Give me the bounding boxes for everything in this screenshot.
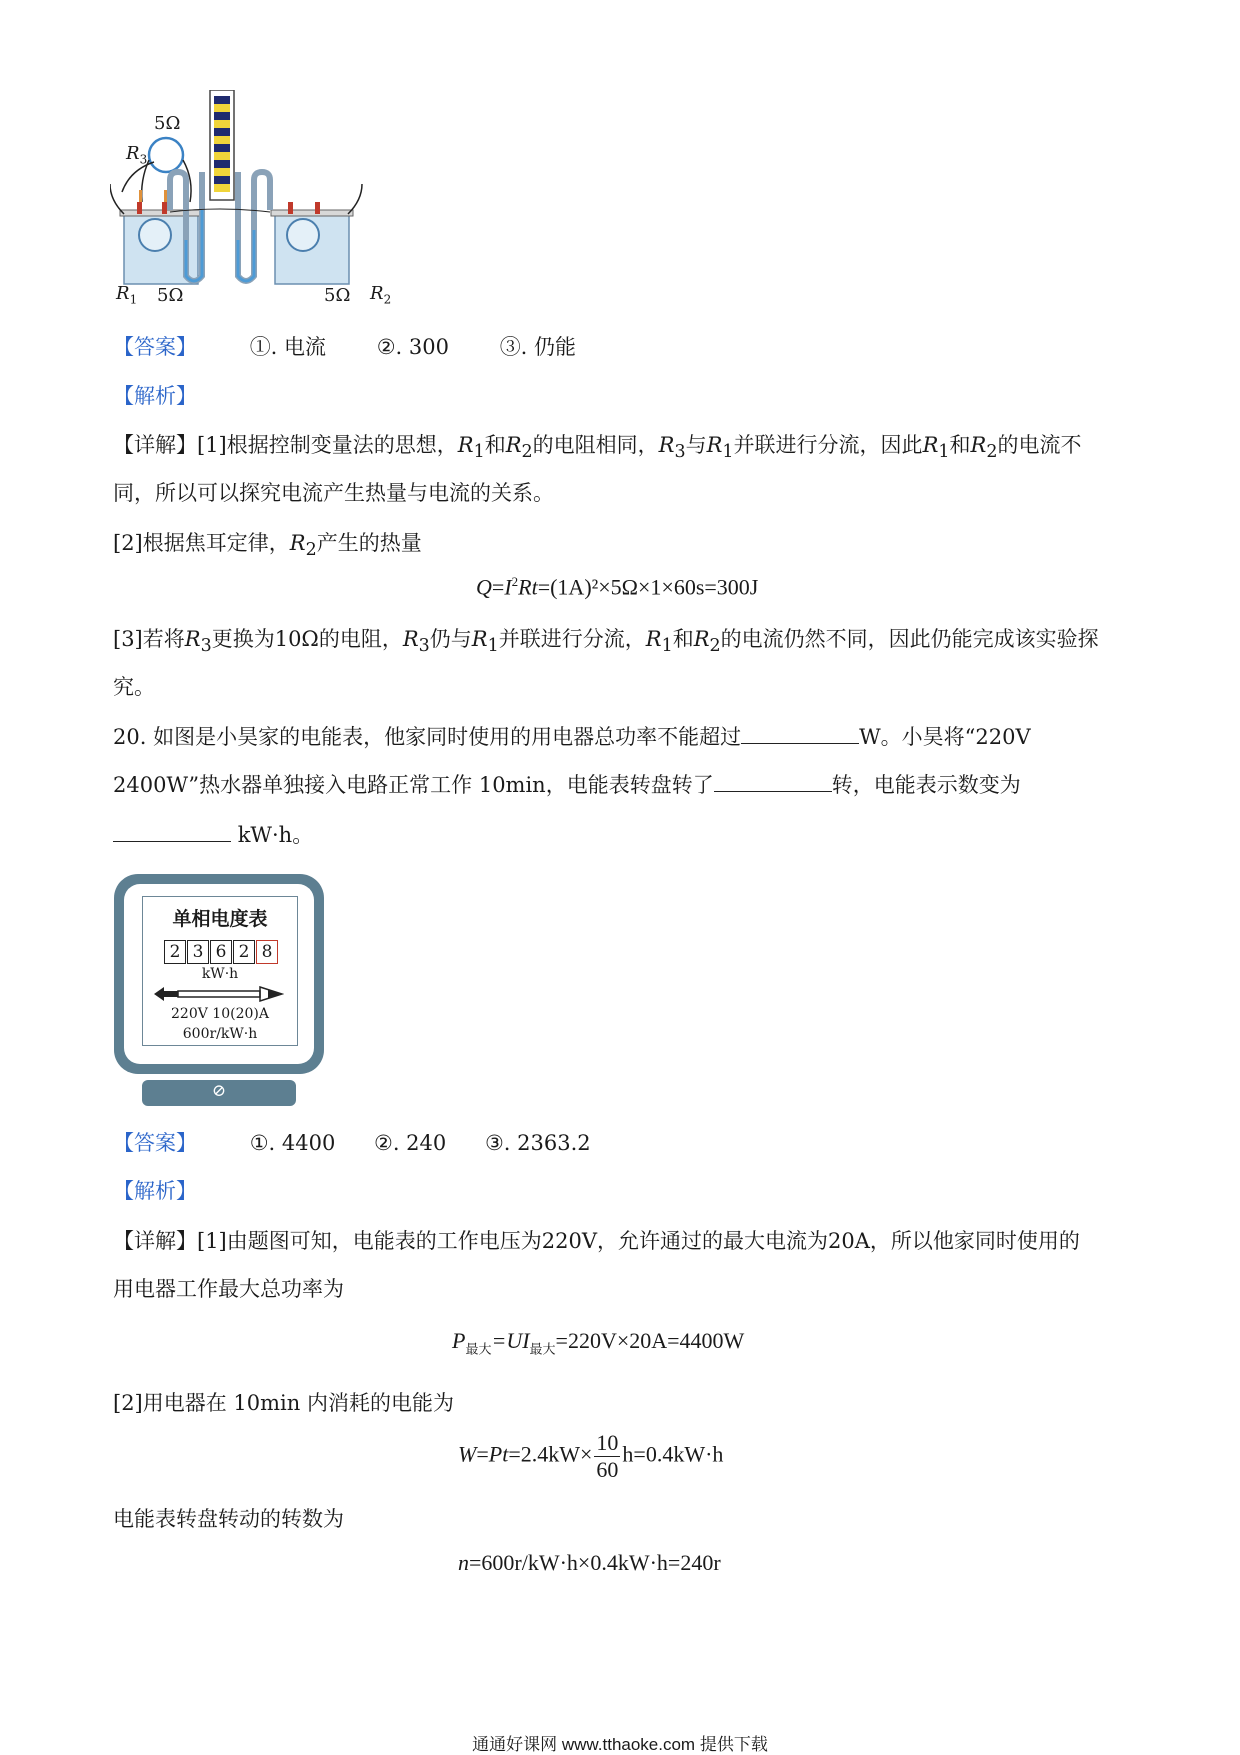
q20-detail-line-2: 用电器工作最大总功率为 — [113, 1277, 344, 1301]
rotation-arrow-icon — [154, 986, 284, 1002]
time-fraction: $\frac{10}{60}$ — [596, 1430, 619, 1482]
meter-rating: 220V 10(20)A — [171, 1006, 269, 1022]
page-footer: 通通好课网 www.tthaoke.com 提供下载 — [472, 1735, 768, 1754]
meter-constant: 600r/kW·h — [182, 1026, 258, 1042]
meter-title: 单相电度表 — [172, 908, 268, 930]
answer-blank[interactable] — [741, 723, 859, 744]
meter-digit: 2 — [233, 940, 255, 964]
q20-question-line-2: 2400W”热水器单独接入电路正常工作 10min，电能表转盘转了 转，电能表示数变为 — [113, 773, 1021, 797]
r2-value-label: 5Ω — [324, 285, 351, 306]
q19-detail-line-3: [2]根据焦耳定律，$R_2$产生的热量 — [113, 531, 422, 561]
r1-label: $R_1$ — [116, 283, 138, 307]
revolutions-formula: n=600r/kW·h×0.4kW·h=240r — [458, 1550, 721, 1575]
answer-blank[interactable] — [113, 821, 231, 842]
q20-question-line-1: 20. 如图是小昊家的电能表，他家同时使用的用电器总功率不能超过 W。小昊将“220V — [113, 725, 1031, 749]
q20-detail-line-4: 电能表转盘转动的转数为 — [113, 1507, 344, 1531]
electric-meter-figure — [114, 874, 324, 1106]
q19-detail-line-5: 究。 — [113, 675, 155, 699]
r3-label: $R_3$ — [126, 143, 148, 167]
answer-tag: 【答案】 — [113, 335, 197, 359]
q19-detail-line-4: [3]若将$R_3$更换为10Ω的电阻，$R_3$仍与$R_1$并联进行分流，$R_1$和$R_2$的电流仍然不同，因此仍能完成该实验探 — [113, 627, 1099, 657]
meter-counter — [164, 940, 278, 964]
answer-item: ①. 4400 — [249, 1131, 336, 1155]
meter-unit: kW·h — [201, 966, 239, 982]
q20-detail-line-1: 【详解】[1]由题图可知，电能表的工作电压为220V，允许通过的最大电流为20A，所以他家同时使用的 — [113, 1229, 1080, 1253]
answer-item: ②. 240 — [374, 1131, 447, 1155]
answer-item: ③. 2363.2 — [484, 1131, 591, 1155]
analysis-tag: 【解析】 — [113, 1179, 197, 1203]
answer-item: ①. 电流 — [249, 335, 327, 359]
q20-detail-line-3: [2]用电器在 10min 内消耗的电能为 — [113, 1391, 454, 1415]
q19-answer-line — [113, 332, 576, 362]
answer-item: ②. 300 — [376, 335, 449, 359]
answer-blank[interactable] — [714, 771, 832, 792]
r2-label: $R_2$ — [370, 283, 392, 307]
meter-digit-decimal: 8 — [256, 940, 278, 964]
r3-coil — [149, 138, 183, 172]
r3-value-label: 5Ω — [154, 113, 181, 134]
meter-slot-icon: ⊘ — [211, 1081, 227, 1101]
analysis-tag: 【解析】 — [113, 384, 197, 408]
joule-formula: $Q=I^2Rt=(1A)^2\times 5\Omega\times 1\times 60s=300J$ — [476, 574, 759, 600]
q19-detail-line-2: 同，所以可以探究电流产生热量与电流的关系。 — [113, 481, 554, 505]
max-power-formula: $P_{最大}=UI_{最大}=220V\times 20A=4400W$ — [452, 1328, 745, 1357]
answer-item: ③. 仍能 — [499, 335, 577, 359]
meter-digit: 6 — [210, 940, 232, 964]
r1-value-label: 5Ω — [157, 285, 184, 306]
answer-tag: 【答案】 — [113, 1131, 197, 1155]
meter-digit: 2 — [164, 940, 186, 964]
q20-answer-line — [113, 1128, 591, 1158]
q19-detail-line-1: 【详解】[1]根据控制变量法的思想，$R_1$和$R_2$的电阻相同，$R_3$与$R_1$并联进行分流，因此$R_1$和$R_2$的电流不 — [113, 433, 1082, 463]
q20-question-line-3: kW·h。 — [113, 820, 313, 850]
energy-formula: W=Pt=2.4kW× $\frac{10}{60}$ h=0.4kW·h — [458, 1430, 724, 1482]
meter-digit: 3 — [187, 940, 209, 964]
